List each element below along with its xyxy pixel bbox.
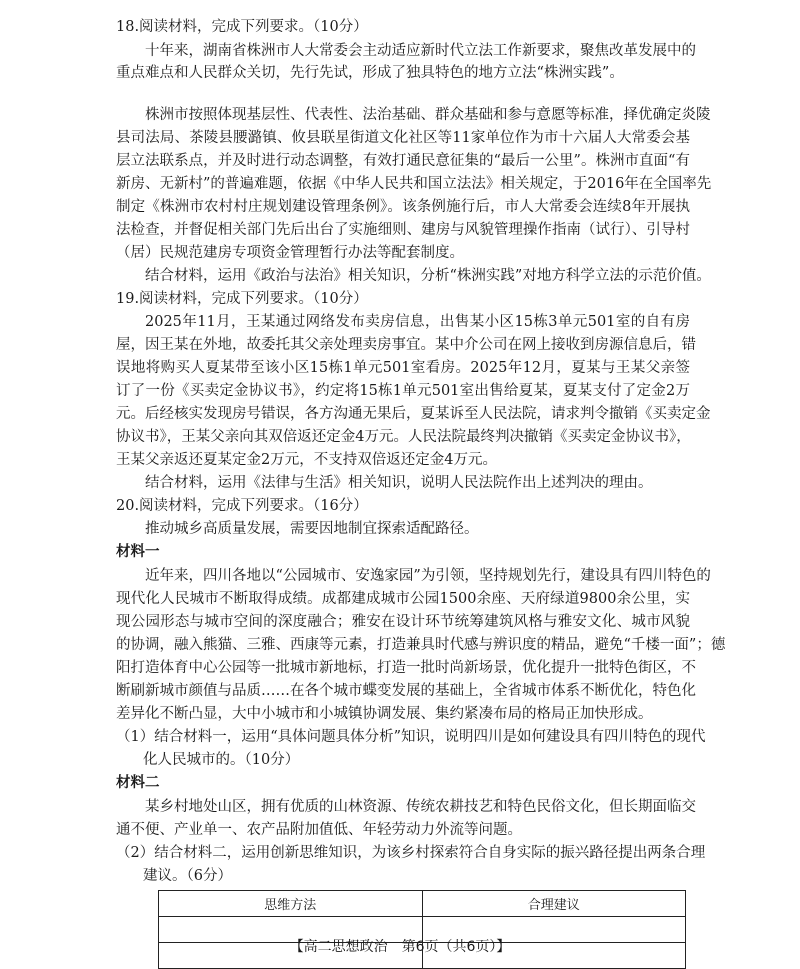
q18-paragraph-line: 株洲市按照体现基层性、代表性、法治基础、群众基础和参与意愿等标准，择优确定炎陵 bbox=[145, 107, 711, 123]
q19-heading: 19.阅读材料，完成下列要求。（10分） bbox=[116, 291, 368, 307]
material-2-line: 通不便、产业单一、农产品附加值低、年轻劳动力外流等问题。 bbox=[116, 822, 522, 838]
answer-table bbox=[158, 890, 686, 969]
q18-paragraph-line: 新房、无新村”的普遍难题，依据《中华人民共和国立法法》相关规定，于2016年在全国率先 bbox=[116, 176, 712, 192]
q19-paragraph-line: 误地将购买人夏某带至该小区15栋1单元501室看房。2025年12月，夏某与王某父亲签 bbox=[116, 360, 690, 376]
page-footer: 【高二思想政治 第6页（共6页）】 bbox=[289, 939, 511, 955]
material-2-line: 某乡村地处山区，拥有优质的山林资源、传统农耕技艺和特色民俗文化，但长期面临交 bbox=[145, 799, 696, 815]
table-header-row bbox=[159, 891, 686, 917]
q19-paragraph-line: 协议书》，王某父亲向其双倍返还定金4万元。人民法院最终判决撤销《买卖定金协议书》， bbox=[116, 429, 691, 445]
material-1-line: 阳打造体育中心公园等一批城市新地标，打造一批时尚新场景，优化提升一批特色街区，不 bbox=[116, 660, 696, 676]
material-1-line: 现代化人民城市不断取得成绩。成都建成城市公园1500余座、天府绿道9800余公里，实 bbox=[116, 591, 690, 607]
q18-task: 结合材料，运用《政治与法治》相关知识，分析“株洲实践”对地方科学立法的示范价值。 bbox=[145, 268, 711, 284]
q18-paragraph-line: 县司法局、茶陵县腰潞镇、攸县联星街道文化社区等11家单位作为市十六届人大常委会基 bbox=[116, 130, 690, 146]
subquestion-1-cont: 化人民城市的。（10分） bbox=[143, 752, 300, 768]
q18-paragraph-line: 十年来，湖南省株洲市人大常委会主动适应新时代立法工作新要求，聚焦改革发展中的 bbox=[145, 43, 696, 59]
material-2-title: 材料二 bbox=[116, 774, 160, 791]
material-1-line: 差异化不断凸显，大中小城市和小城镇协调发展、集约紧凑布局的格局正加快形成。 bbox=[116, 706, 653, 722]
q18-paragraph-line: 法检查，并督促相关部门先后出台了实施细则、建房与风貌管理操作指南（试行）、引导村 bbox=[116, 222, 690, 238]
q18-paragraph-line: 层立法联系点，并及时进行动态调整，有效打通民意征集的“最后一公里”。株洲市直面“有 bbox=[116, 153, 690, 169]
material-1-line: 断刷新城市颜值与品质……在各个城市蝶变发展的基础上，全省城市体系不断优化，特色化 bbox=[116, 683, 696, 699]
subquestion-2: （2）结合材料二，运用创新思维知识，为该乡村探索符合自身实际的振兴路径提出两条合理 bbox=[116, 845, 706, 861]
q19-paragraph-line: 元。后经核实发现房号错误，各方沟通无果后，夏某诉至人民法院，请求判令撤销《买卖定金 bbox=[116, 406, 711, 422]
q19-paragraph-line: 王某父亲返还夏某定金2万元，不支持双倍返还定金4万元。 bbox=[116, 452, 497, 468]
q18-heading: 18.阅读材料，完成下列要求。（10分） bbox=[116, 19, 368, 35]
q20-heading: 20.阅读材料，完成下列要求。（16分） bbox=[116, 498, 368, 514]
material-1-line: 的协调，融入熊猫、三雅、西康等元素，打造兼具时代感与辨识度的精品，避免“千楼一面”；德 bbox=[116, 637, 726, 653]
subquestion-1: （1）结合材料一，运用“具体问题具体分析”知识，说明四川是如何建设具有四川特色的现代 bbox=[116, 729, 706, 745]
table-header-method: 思维方法 bbox=[159, 891, 423, 917]
q20-intro: 推动城乡高质量发展，需要因地制宜探索适配路径。 bbox=[145, 521, 479, 537]
table-header-suggestion: 合理建议 bbox=[422, 891, 686, 917]
material-1-line: 近年来，四川各地以“公园城市、安逸家园”为引领，坚持规划先行，建设具有四川特色的 bbox=[145, 568, 711, 584]
subquestion-2-cont: 建议。（6分） bbox=[143, 868, 232, 884]
exam-page: 18.阅读材料，完成下列要求。（10分） 十年来，湖南省株洲市人大常委会主动适应新时代立法工作新要求，聚焦改革发展中的 重点难点和人民群众关切，先行先试，形成了独具特色的地方立法“株洲实践”。 株洲市按照体现基层性、代表性、法治基础、群众基础和参与意愿等标准，择优确定炎陵 县司法局、茶陵县腰潞镇、攸县联星街道文化社区等11家单位作为市十六届人大常委会基 层立法联系点，并及时进行动态调整，有效打通民意征集的“最后一公里”。株洲市直面“有 新房、无新村”的普遍难题，依据《中华人民共和国立法法》相关规定，于2016年在全国率先 制定《株洲市农村村庄规划建设管理条例》。该条例施行后，市人大常委会连续8年开展执 法检查，并督促相关部门先后出台了实施细则、建房与风貌管理操作指南（试行）、引导村 （居）民规范建房专项资金管理暂行办法等配套制度。 结合材料，运用《政治与法治》相关知识，分析“株洲实践”对地方科学立法的示范价值。 19.阅读材料，完成下列要求。（10分） 2025年11月，王某通过网络发布卖房信息，出售某小区15栋3单元501室的自有房 屋，因王某在外地，故委托其父亲处理卖房事宜。某中介公司在网上接收到房源信息后，错 误地将购买人夏某带至该小区15栋1单元501室看房。2025年12月，夏某与王某父亲签 订了一份《买卖定金协议书》，约定将15栋1单元501室出售给夏某，夏某支付了定金2万 元。后经核实发现房号错误，各方沟通无果后，夏某诉至人民法院，请求判令撤销《买卖定金 协议书》，王某父亲向其双倍返还定金4万元。人民法院最终判决撤销《买卖定金协议书》， 王某父亲返还夏某定金2万元，不支持双倍返还定金4万元。 结合材料，运用《法律与生活》相关知识，说明人民法院作出上述判决的理由。 20.阅读材料，完成下列要求。（16分） 推动城乡高质量发展，需要因地制宜探索适配路径。 材料一 近年来，四川各地以“公园城市、安逸家园”为引领，坚持规划先行，建设具有四川特色的 现代化人民城市不断取得成绩。成都建成城市公园1500余座、天府绿道9800余公里，实 现公园形态与城市空间的深度融合；雅安在设计环节统筹建筑风格与雅安文化、城市风貌 的协调，融入熊猫、三雅、西康等元素，打造兼具时代感与辨识度的精品，避免“千楼一面”；德 阳打造体育中心公园等一批城市新地标，打造一批时尚新场景，优化提升一批特色街区，不 断刷新城市颜值与品质……在各个城市蝶变发展的基础上，全省城市体系不断优化，特色化 差异化不断凸显，大中小城市和小城镇协调发展、集约紧凑布局的格局正加快形成。 （1）结合材料一，运用“具体问题具体分析”知识，说明四川是如何建设具有四川特色的现代 化人民城市的。（10分） 材料二 某乡村地处山区，拥有优质的山林资源、传统农耕技艺和特色民俗文化，但长期面临交 通不便、产业单一、农产品附加值低、年轻劳动力外流等问题。 （2）结合材料二，运用创新思维知识，为该乡村探索符合自身实际的振兴路径提出两条合理 建议。（6分） bbox=[116, 19, 726, 884]
q19-paragraph-line: 屋，因王某在外地，故委托其父亲处理卖房事宜。某中介公司在网上接收到房源信息后，错 bbox=[116, 337, 696, 353]
q19-paragraph-line: 2025年11月，王某通过网络发布卖房信息，出售某小区15栋3单元501室的自有房 bbox=[145, 314, 690, 330]
q18-paragraph-line: （居）民规范建房专项资金管理暂行办法等配套制度。 bbox=[116, 245, 464, 261]
q19-paragraph-line: 订了一份《买卖定金协议书》，约定将15栋1单元501室出售给夏某，夏某支付了定金2万 bbox=[116, 383, 690, 399]
material-1-title: 材料一 bbox=[116, 543, 160, 560]
q19-task: 结合材料，运用《法律与生活》相关知识，说明人民法院作出上述判决的理由。 bbox=[145, 475, 653, 491]
q18-paragraph-line: 制定《株洲市农村村庄规划建设管理条例》。该条例施行后，市人大常委会连续8年开展执 bbox=[116, 199, 690, 215]
material-1-line: 现公园形态与城市空间的深度融合；雅安在设计环节统筹建筑风格与雅安文化、城市风貌 bbox=[116, 614, 690, 630]
